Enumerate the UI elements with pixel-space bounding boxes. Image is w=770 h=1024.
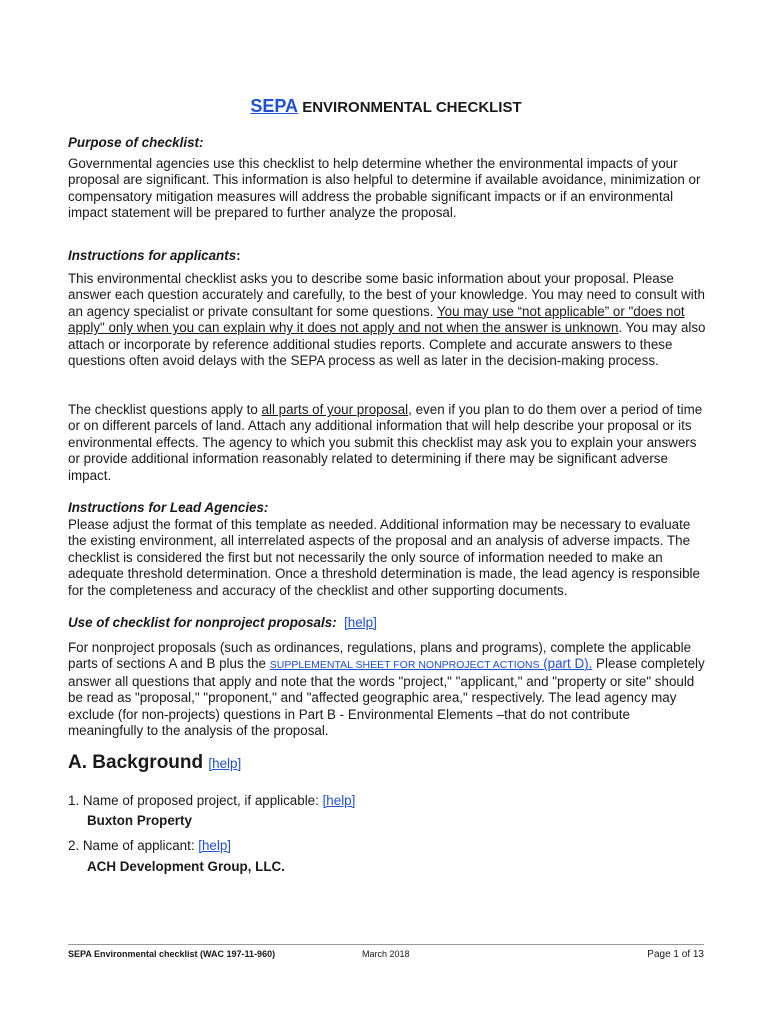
- section-a-title: A. Background: [68, 752, 204, 773]
- applicants-heading-text: Instructions for applicants: [68, 248, 237, 263]
- applicants-p1-underlined: You may use “not applicable” or "does not apply" only when you can explain why it does not apply and not when the answer is unknown: [68, 303, 685, 336]
- footer-document-name: SEPA Environmental checklist (WAC 197-11-960): [68, 949, 276, 959]
- supplemental-sheet-link[interactable]: [269, 656, 593, 672]
- applicants-p1-text-a: This environmental checklist asks you to describe some basic information about your proposal. Please answer each question accurately and carefully, to the best of your knowledge. You may need to consult with an agency specialist or private consultant for some questions.: [68, 271, 705, 319]
- title-text: ENVIRONMENTAL CHECKLIST: [298, 99, 522, 116]
- supplemental-sheet-link-part: (part D).: [539, 656, 593, 672]
- footer-date: March 2018: [362, 949, 410, 959]
- applicants-p2-text-a: The checklist questions apply to: [68, 402, 262, 417]
- applicants-heading: [68, 248, 241, 263]
- nonproject-text-a: For nonproject proposals (such as ordinances, regulations, plans and programs), complete the applicable parts of sections A and B plus the: [68, 640, 692, 672]
- section-a-heading: [68, 752, 241, 774]
- question-2-help-link[interactable]: [help]: [198, 838, 232, 853]
- applicants-paragraph-1: [68, 271, 708, 369]
- section-a-help-link[interactable]: [help]: [208, 756, 242, 771]
- question-2: [68, 838, 231, 853]
- lead-agencies-heading: Instructions for Lead Agencies:: [68, 500, 269, 515]
- applicants-p2-underlined: all parts of your proposal: [261, 402, 409, 417]
- footer-divider: [68, 944, 704, 945]
- nonproject-heading-text: Use of checklist for nonproject proposals:: [68, 615, 337, 630]
- sepa-link[interactable]: SEPA: [250, 96, 299, 116]
- nonproject-text-b: Please completely answer all questions that apply and note that the words "project," "applicant," and "property or site" should be read as "proposal," "proponent," and "affected geographic area," respectively. The lead agency may exclude (for non-projects) questions in Part B - Environmental Elements –that do not contribute meaningfully to the analysis of the proposal.: [68, 656, 705, 739]
- footer-page-number: Page 1 of 13: [647, 949, 704, 960]
- question-1: [68, 793, 355, 808]
- question-2-answer: ACH Development Group, LLC.: [87, 859, 285, 874]
- question-2-label: 2. Name of applicant:: [68, 838, 199, 853]
- page-title: [68, 96, 704, 117]
- purpose-paragraph: Governmental agencies use this checklist to help determine whether the environmental impacts of your proposal are significant. This information is also helpful to determine if available avoidance, minimization or compensatory mitigation measures will address the probable significant impacts or if an environmental impact statement will be prepared to further analyze the proposal.: [68, 156, 701, 221]
- purpose-heading: Purpose of checklist:: [68, 135, 204, 150]
- question-1-label: 1. Name of proposed project, if applicable:: [68, 793, 323, 808]
- lead-agencies-paragraph: Please adjust the format of this template as needed. Additional information may be necessary to evaluate the existing environment, all interrelated aspects of the proposal and an analysis of adverse impacts. The checklist is considered the first but not necessarily the only source of information needed to make an adequate threshold determination. Once a threshold determination is made, the lead agency is responsible for the completeness and accuracy of the checklist and other supporting documents.: [68, 517, 700, 598]
- applicants-p2-text-b: , even if you plan to do them over a period of time or on different parcels of land. Attach any additional information that will help describe your proposal or its environmental effects. The agency to which you submit this checklist may ask you to explain your answers or provide additional information reasonably related to determining if there may be significant adverse impact.: [68, 402, 703, 483]
- nonproject-heading: [68, 615, 377, 630]
- applicants-paragraph-2: [68, 402, 708, 484]
- nonproject-paragraph: [68, 640, 708, 739]
- applicants-p1-text-b: . You may also attach or incorporate by reference additional studies reports. Complete and accurate answers to these questions often avoid delays with the SEPA process as well as later in the decision-making process.: [68, 320, 706, 369]
- question-1-help-link[interactable]: [help]: [322, 793, 356, 808]
- supplemental-sheet-link-text: SUPPLEMENTAL SHEET FOR NONPROJECT ACTIONS: [269, 659, 540, 672]
- applicants-heading-colon: :: [236, 248, 241, 263]
- question-1-answer: Buxton Property: [87, 813, 192, 828]
- nonproject-help-link[interactable]: [help]: [344, 615, 377, 630]
